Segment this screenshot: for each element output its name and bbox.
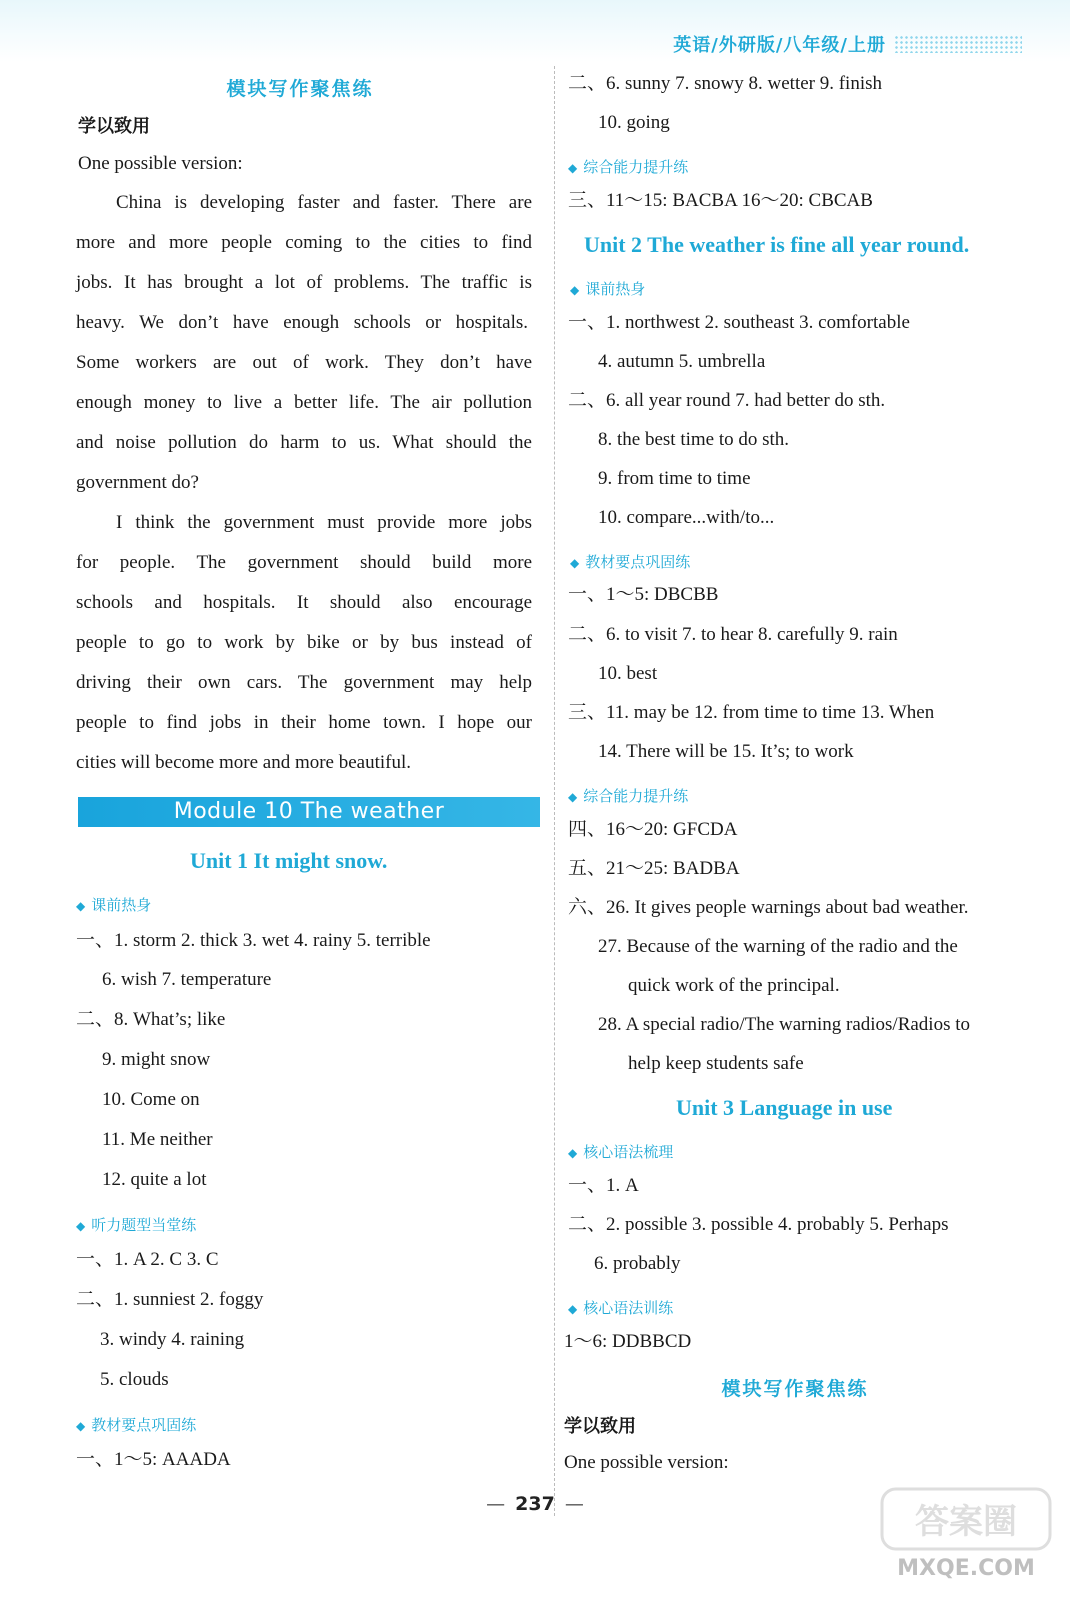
module-banner: Module 10 The weather	[78, 797, 540, 827]
answer-line: 二、8. What’s; like	[76, 1009, 226, 1030]
answer-line: 28. A special radio/The warning radios/Radios to	[598, 1014, 971, 1035]
diamond-icon: ◆	[570, 283, 580, 297]
essay-line: government do?	[76, 472, 199, 493]
answer-line: 一、1. storm 2. thick 3. wet 4. rainy 5. terrible	[76, 930, 431, 951]
diamond-icon: ◆	[76, 899, 86, 913]
diamond-icon: ◆	[76, 1419, 86, 1433]
answer-line: 三、11～15: BACBA 16～20: CBCAB	[568, 190, 873, 211]
answer-line: 12. quite a lot	[102, 1169, 207, 1190]
answer-line: 四、16～20: GFCDA	[568, 819, 738, 840]
tag-textbook: ◆ 教材要点巩固练	[570, 553, 691, 571]
svg-text:MXQE.COM: MXQE.COM	[897, 1556, 1035, 1581]
answer-line: 二、6. all year round 7. had better do sth.	[568, 390, 886, 411]
answer-line: 一、1. northwest 2. southeast 3. comfortable	[568, 312, 910, 333]
left-subheading: 学以致用	[78, 116, 150, 137]
answer-line: 二、2. possible 3. possible 4. probably 5. Perhaps	[568, 1214, 949, 1235]
answer-line: 1～6: DDBBCD	[564, 1331, 692, 1352]
left-intro: One possible version:	[78, 153, 243, 174]
answer-line: quick work of the principal.	[628, 975, 840, 996]
tag-grammar-summary: ◆ 核心语法梳理	[568, 1143, 674, 1161]
diamond-icon: ◆	[76, 1219, 86, 1233]
answer-line: 一、1～5: AAADA	[76, 1449, 231, 1470]
essay-line: people to find jobs in their home town. I hope our	[76, 712, 532, 733]
diamond-icon: ◆	[568, 1146, 578, 1160]
answer-line: 6. wish 7. temperature	[102, 969, 272, 990]
answer-line: 10. going	[598, 112, 670, 133]
header-title: 英语/外研版/八年级/上册	[673, 35, 886, 56]
essay-line: heavy. We don’t have enough schools or hospitals.	[76, 312, 528, 333]
answer-line: 三、11. may be 12. from time to time 13. When	[568, 702, 935, 723]
essay-line: for people. The government should build more	[76, 552, 532, 573]
answer-line: 10. Come on	[102, 1089, 200, 1110]
answer-line: 27. Because of the warning of the radio and the	[598, 936, 958, 957]
tag-grammar-practice: ◆ 核心语法训练	[568, 1299, 674, 1317]
tag-warmup: ◆ 课前热身	[76, 896, 152, 914]
right-subheading: 学以致用	[564, 1416, 636, 1437]
diamond-icon: ◆	[568, 790, 578, 804]
tag-warmup: ◆ 课前热身	[570, 280, 646, 298]
essay-line: more and more people coming to the cities to find	[76, 232, 532, 253]
answer-line: 9. might snow	[102, 1049, 211, 1070]
answer-line: 一、1～5: DBCBB	[568, 584, 719, 605]
essay-line: cities will become more and more beautiful.	[76, 752, 412, 773]
essay-line: Some workers are out of work. They don’t have	[76, 352, 532, 373]
answer-line: 10. compare...with/to...	[598, 507, 775, 528]
answer-line: 14. There will be 15. It’s; to work	[598, 741, 854, 762]
essay-line: I think the government must provide more jobs	[116, 512, 532, 533]
essay-line: and noise pollution do harm to us. What should the	[76, 432, 532, 453]
essay-line: jobs. It has brought a lot of problems. The traffic is	[76, 272, 532, 293]
left-section-title: 模块写作聚焦练	[226, 78, 374, 100]
answer-line: 5. clouds	[100, 1369, 169, 1390]
diamond-icon: ◆	[570, 556, 580, 570]
answer-line: 六、26. It gives people warnings about bad weather.	[568, 897, 969, 918]
watermark-logo	[876, 1483, 1056, 1583]
unit1-title: Unit 1 It might snow.	[190, 848, 388, 873]
answer-line: 二、1. sunniest 2. foggy	[76, 1289, 264, 1310]
answer-line: 一、1. A	[568, 1175, 639, 1196]
answer-line: 8. the best time to do sth.	[598, 429, 790, 450]
unit3-title: Unit 3 Language in use	[676, 1095, 893, 1120]
answer-line: 10. best	[598, 663, 658, 684]
essay-line: people to go to work by bike or by bus instead of	[76, 632, 532, 653]
page-number: — 237 —	[486, 1493, 584, 1515]
answer-line: 3. windy 4. raining	[100, 1329, 245, 1350]
essay-line: enough money to live a better life. The air pollution	[76, 392, 532, 413]
dash-right: —	[564, 1493, 584, 1515]
diamond-icon: ◆	[568, 161, 578, 175]
tag-listening: ◆ 听力题型当堂练	[76, 1216, 197, 1234]
tag-textbook: ◆ 教材要点巩固练	[76, 1416, 197, 1434]
unit2-title: Unit 2 The weather is fine all year round.	[584, 232, 970, 257]
answer-line: 6. probably	[594, 1253, 681, 1274]
answer-line: 二、6. sunny 7. snowy 8. wetter 9. finish	[568, 73, 883, 94]
right-section-title: 模块写作聚焦练	[721, 1378, 869, 1400]
header	[673, 30, 1022, 58]
answer-line: 二、6. to visit 7. to hear 8. carefully 9. rain	[568, 624, 898, 645]
svg-text:答案圈: 答案圈	[915, 1502, 1017, 1542]
header-dot-pattern	[894, 35, 1022, 53]
diamond-icon: ◆	[568, 1302, 578, 1316]
essay-line: driving their own cars. The government may help	[76, 672, 532, 693]
answer-line: 9. from time to time	[598, 468, 751, 489]
answer-line: 4. autumn 5. umbrella	[598, 351, 766, 372]
column-divider	[554, 66, 555, 1516]
answer-line: 一、1. A 2. C 3. C	[76, 1249, 219, 1270]
dash-left: —	[486, 1493, 506, 1515]
tag-comprehensive: ◆ 综合能力提升练	[568, 158, 689, 176]
essay-line: schools and hospitals. It should also encourage	[76, 592, 532, 613]
right-intro: One possible version:	[564, 1452, 729, 1473]
tag-comprehensive: ◆ 综合能力提升练	[568, 787, 689, 805]
answer-line: help keep students safe	[628, 1053, 804, 1074]
answer-line: 11. Me neither	[102, 1129, 213, 1150]
answer-line: 五、21～25: BADBA	[568, 858, 740, 879]
essay-line: China is developing faster and faster. There are	[116, 192, 532, 213]
